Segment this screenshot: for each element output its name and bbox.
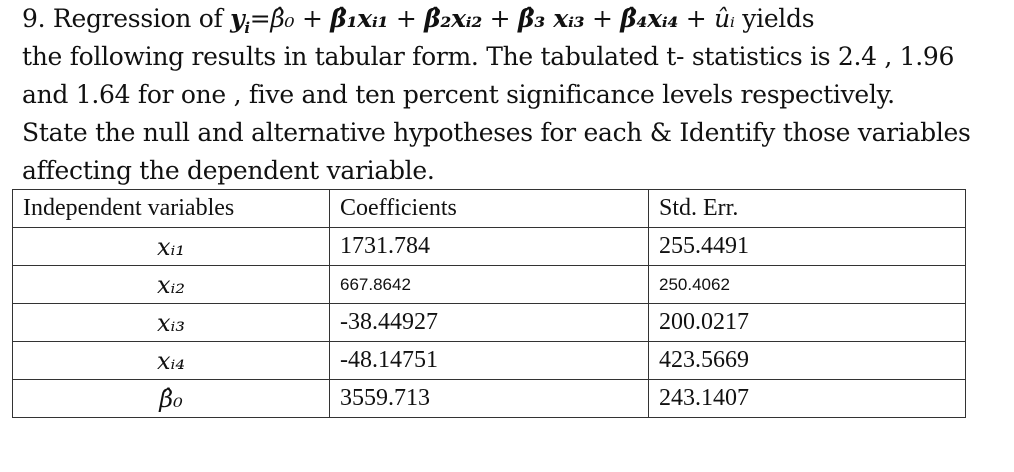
variable-cell: xᵢ₃ xyxy=(13,304,330,342)
table-row xyxy=(13,304,966,342)
variable-cell: xᵢ₁ xyxy=(13,228,330,266)
variable-cell: xᵢ₂ xyxy=(13,266,330,304)
std-err-cell: 200.0217 xyxy=(649,304,966,342)
header-coefficients: Coefficients xyxy=(330,190,649,228)
equation-term-3: β̂₃ xᵢ₃ xyxy=(517,4,585,33)
question-line-4: State the null and alternative hypotheses for each & Identify those variables xyxy=(22,118,971,147)
question-line-3: and 1.64 for one , five and ten percent significance levels respectively. xyxy=(22,80,895,109)
header-std-err: Std. Err. xyxy=(649,190,966,228)
table-header-row xyxy=(13,190,966,228)
equation-term-2: β̂₂xᵢ₂ xyxy=(424,4,483,33)
coefficient-cell: 667.8642 xyxy=(330,266,649,304)
coefficient-cell: -38.44927 xyxy=(330,304,649,342)
regression-equation xyxy=(230,4,742,37)
coefficient-cell: 1731.784 xyxy=(330,228,649,266)
table-row xyxy=(13,380,966,418)
equation-plus-5: + xyxy=(685,4,707,33)
question-text xyxy=(22,0,971,190)
question-line-2: the following results in tabular form. The tabulated t- statistics is 2.4 , 1.96 xyxy=(22,42,955,71)
header-independent-variables: Independent variables xyxy=(13,190,330,228)
std-err-cell: 250.4062 xyxy=(649,266,966,304)
equation-plus-4: + xyxy=(591,4,613,33)
equation-lhs: y xyxy=(230,4,245,33)
std-err-cell: 255.4491 xyxy=(649,228,966,266)
coefficient-cell: -48.14751 xyxy=(330,342,649,380)
question-line-5: affecting the dependent variable. xyxy=(22,156,435,185)
table-row xyxy=(13,228,966,266)
equation-term-1: β̂₁xᵢ₁ xyxy=(330,4,389,33)
equation-plus-2: + xyxy=(395,4,417,33)
std-err-cell: 243.1407 xyxy=(649,380,966,418)
variable-cell: β̂₀ xyxy=(13,380,330,418)
equation-term-0: β̂₀ xyxy=(270,4,295,33)
equation-plus-1: + xyxy=(301,4,323,33)
equation-lhs-subscript: i xyxy=(244,19,250,37)
question-intro: Regression of xyxy=(52,4,223,33)
table-row xyxy=(13,266,966,304)
table-row xyxy=(13,342,966,380)
equation-error-term: ûᵢ xyxy=(714,4,735,33)
question-number: 9. xyxy=(22,4,46,33)
equation-term-4: β̂₄xᵢ₄ xyxy=(620,4,679,33)
variable-cell: xᵢ₄ xyxy=(13,342,330,380)
coefficient-cell: 3559.713 xyxy=(330,380,649,418)
question-line-1 xyxy=(22,0,962,38)
equation-suffix: yields xyxy=(742,4,815,33)
equation-plus-3: + xyxy=(489,4,511,33)
std-err-cell: 423.5669 xyxy=(649,342,966,380)
equation-equals: = xyxy=(249,4,271,33)
regression-results-table xyxy=(12,189,966,418)
